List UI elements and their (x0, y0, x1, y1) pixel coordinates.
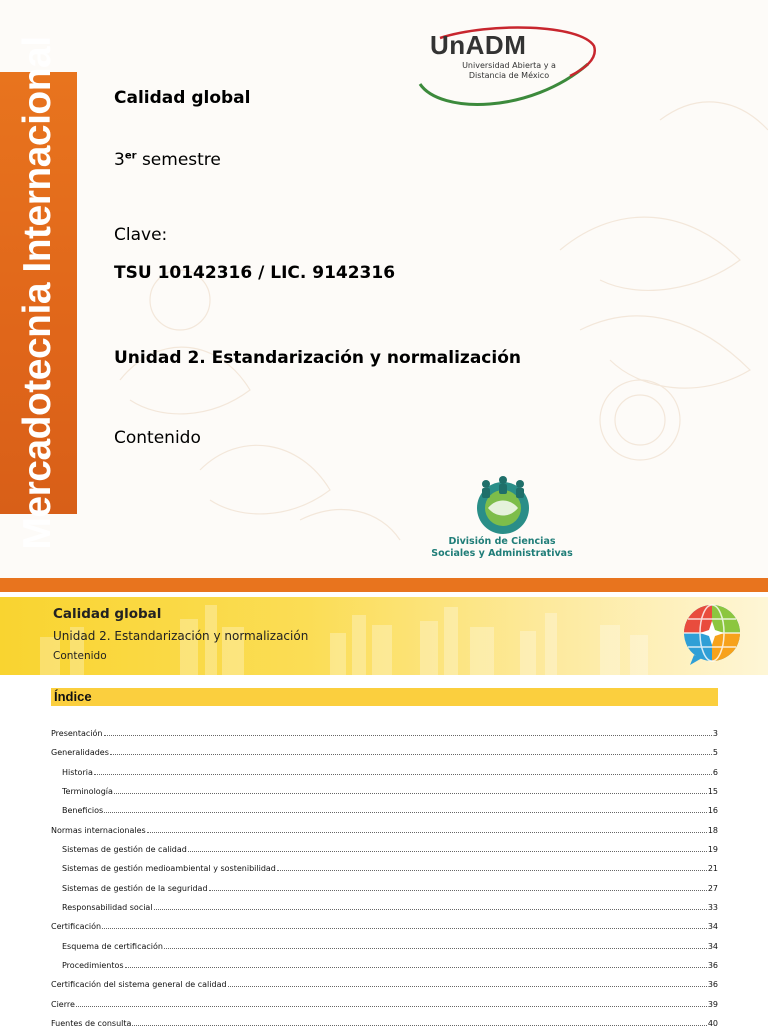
toc-dot-leader (188, 851, 707, 852)
toc-entry-page: 40 (707, 1019, 718, 1028)
toc-entry[interactable] (51, 803, 718, 815)
toc-entry[interactable] (51, 765, 718, 777)
toc-dot-leader (102, 928, 707, 929)
index-header-bar (51, 688, 718, 706)
content-label: Contenido (114, 428, 201, 448)
toc-entry-page: 15 (707, 787, 718, 796)
semester-suffix: er (124, 150, 137, 162)
toc-entry[interactable] (51, 745, 718, 757)
toc-entry-page: 21 (707, 864, 718, 873)
globe-chat-icon (680, 603, 744, 667)
toc-entry-label: Certificación del sistema general de calidad (51, 980, 227, 989)
toc-entry[interactable] (51, 861, 718, 873)
toc-entry[interactable] (51, 958, 718, 970)
toc-entry-label: Presentación (51, 729, 103, 738)
toc-entry-page: 39 (707, 1000, 718, 1009)
toc-entry[interactable] (51, 881, 718, 893)
toc-entry-page: 18 (707, 826, 718, 835)
header-banner (0, 597, 768, 675)
toc-dot-leader (228, 986, 707, 987)
toc-entry-page: 34 (707, 942, 718, 951)
toc-dot-leader (76, 1006, 707, 1007)
toc-entry[interactable] (51, 823, 718, 835)
toc-dot-leader (104, 812, 707, 813)
toc-entry[interactable] (51, 1016, 718, 1028)
toc-entry-page: 36 (707, 980, 718, 989)
division-name-line2: Sociales y Administrativas (431, 548, 573, 559)
division-name-line1: División de Ciencias (448, 536, 556, 547)
toc-entry-label: Normas internacionales (51, 826, 146, 835)
division-name (414, 536, 590, 560)
toc-entry-label: Cierre (51, 1000, 75, 1009)
toc-entry-label: Esquema de certificación (62, 942, 163, 951)
toc-entry-label: Procedimientos (62, 961, 124, 970)
clave-value: TSU 10142316 / LIC. 9142316 (114, 263, 396, 283)
toc-dot-leader (154, 909, 707, 910)
semester-number: 3 (114, 150, 125, 170)
toc-entry-label: Sistemas de gestión de la seguridad (62, 884, 208, 893)
toc-dot-leader (110, 754, 712, 755)
toc-dot-leader (125, 967, 707, 968)
toc-entry[interactable] (51, 977, 718, 989)
toc-entry[interactable] (51, 726, 718, 738)
toc-entry-label: Sistemas de gestión de calidad (62, 845, 187, 854)
toc-entry[interactable] (51, 784, 718, 796)
toc-entry-label: Terminología (62, 787, 113, 796)
toc-entry-page: 36 (707, 961, 718, 970)
toc-entry-page: 19 (707, 845, 718, 854)
toc-dot-leader (94, 774, 712, 775)
toc-entry-label: Historia (62, 768, 93, 777)
toc-entry-page: 6 (712, 768, 718, 777)
unadm-logo-text: UnADM (430, 30, 527, 60)
toc-entry[interactable] (51, 919, 718, 931)
toc-entry-label: Beneficios (62, 806, 104, 815)
toc-dot-leader (114, 793, 707, 794)
header-course-title: Calidad global (53, 606, 162, 622)
toc-entry-page: 33 (707, 903, 718, 912)
toc-entry-label: Fuentes de consulta (51, 1019, 132, 1028)
index-title: Índice (54, 689, 92, 704)
page-separator-bar (0, 578, 768, 592)
side-title: Mercadotecnia Internacional (16, 36, 59, 550)
toc-dot-leader (104, 735, 712, 736)
course-title: Calidad global (114, 88, 251, 108)
toc-entry-page: 3 (712, 729, 718, 738)
toc-dot-leader (147, 832, 707, 833)
toc-entry-page: 27 (707, 884, 718, 893)
toc-entry-page: 34 (707, 922, 718, 931)
header-unit-title: Unidad 2. Estandarización y normalización (53, 629, 309, 643)
toc-entry-label: Generalidades (51, 748, 109, 757)
clave-label: Clave: (114, 225, 168, 245)
toc-entry[interactable] (51, 997, 718, 1009)
header-content-label: Contenido (53, 650, 107, 662)
toc-entry[interactable] (51, 842, 718, 854)
toc-entry-label: Responsabilidad social (62, 903, 153, 912)
toc-entry-label: Sistemas de gestión medioambiental y sostenibilidad (62, 864, 276, 873)
toc-entry-page: 5 (712, 748, 718, 757)
university-name: Universidad Abierta y a Distancia de México (462, 61, 556, 80)
toc-dot-leader (132, 1025, 706, 1026)
toc-entry[interactable] (51, 939, 718, 951)
semester-label: semestre (141, 150, 221, 170)
toc-entry-label: Certificación (51, 922, 102, 931)
toc-dot-leader (164, 948, 707, 949)
semester (114, 150, 221, 170)
toc-entry-page: 16 (707, 806, 718, 815)
unit-title: Unidad 2. Estandarización y normalización (114, 348, 521, 368)
toc-dot-leader (277, 870, 707, 871)
division-logo-icon (468, 474, 538, 536)
toc-dot-leader (209, 890, 707, 891)
toc-entry[interactable] (51, 900, 718, 912)
